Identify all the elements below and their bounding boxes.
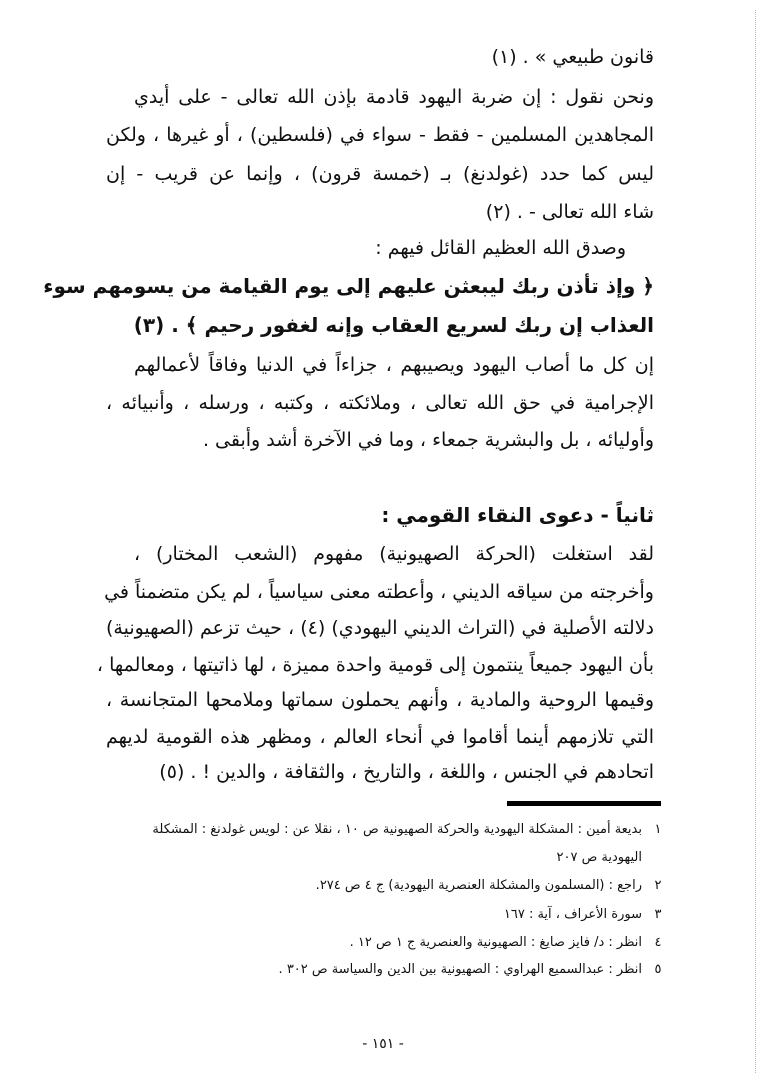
footnote-text: سورة الأعراف ، آية : ١٦٧ [503, 907, 642, 922]
footnote-separator [507, 801, 661, 806]
scan-edge [754, 10, 756, 1073]
footnote-text: انظر : عبدالسميع الهراوي : الصهيونية بين الدين والسياسة ص ٣٠٢ . [278, 962, 642, 977]
body-line: الإجرامية في حق الله تعالى ، وملائكته ، وكتبه ، ورسله ، وأنبيائه ، [106, 392, 654, 414]
footnote-number: ١ [654, 822, 662, 837]
body-line: دلالته الأصلية في (التراث الديني اليهودي) (٤) ، حيث تزعم (الصهيونية) [106, 617, 654, 639]
footnote-item [106, 818, 666, 842]
footnote-number: ٢ [654, 878, 662, 893]
footnote-item [106, 931, 666, 955]
body-line: إن كل ما أصاب اليهود ويصيبهم ، جزاءاً في الدنيا وفاقاً لأعمالهم [134, 354, 654, 376]
body-line: ونحن نقول : إن ضربة اليهود قادمة بإذن الله تعالى - على أيدي [134, 86, 654, 108]
body-line: لقد استغلت (الحركة الصهيونية) مفهوم (الشعب المختار) ، [134, 543, 654, 565]
footnote-item [102, 846, 642, 870]
footnote-text: راجع : (المسلمون والمشكلة العنصرية اليهودية) ج ٤ ص ٢٧٤. [315, 878, 642, 893]
body-line: المجاهدين المسلمين - فقط - سواء في (فلسطين) ، أو غيرها ، ولكن [106, 124, 654, 146]
footnote-text: اليهودية ص ٢٠٧ [556, 850, 642, 865]
footnote-number: ٤ [654, 935, 662, 950]
section-heading: ثانياً - دعوى النقاء القومي : [381, 503, 654, 527]
footnote-number: ٥ [654, 962, 662, 977]
footnote-item [106, 958, 666, 982]
body-line: وأخرجته من سياقه الديني ، وأعطته معنى سياسياً ، لم يكن متضمناً في [104, 581, 654, 603]
body-line: وقيمها الروحية والمادية ، وأنهم يحملون سماتها وملامحها المتجانسة ، [106, 689, 654, 711]
quran-verse-line: العذاب إن ربك لسريع العقاب وإنه لغفور رحيم ﴾ . (٣) [133, 313, 654, 337]
body-line: ليس كما حدد (غولدنغ) بـ (خمسة قرون) ، وإنما عن قريب - إن [106, 163, 654, 185]
body-line: التي تلازمهم أينما أقاموا في أنحاء العالم ، ومظهر هذه القومية لديهم [106, 726, 654, 748]
body-line: اتحادهم في الجنس ، واللغة ، والتاريخ ، والثقافة ، والدين ! . (٥) [159, 761, 654, 783]
footnote-item [106, 874, 666, 898]
body-line: قانون طبيعي » . (١) [491, 46, 654, 68]
quran-verse-line: ﴿ وإذ تأذن ربك ليبعثن عليهم إلى يوم القيامة من يسومهم سوء [43, 274, 654, 298]
body-line: وصدق الله العظيم القائل فيهم : [375, 237, 626, 259]
page-number: - ١٥١ - [362, 1036, 404, 1052]
body-line: شاء الله تعالى - . (٢) [485, 201, 654, 223]
footnote-text: انظر : د/ فايز صايغ : الصهيونية والعنصرية ج ١ ص ١٢ . [349, 935, 642, 950]
footnote-text: بديعة أمين : المشكلة اليهودية والحركة الصهيونية ص ١٠ ، نقلا عن : لويس غولدنغ : المشكلة [152, 822, 642, 837]
footnote-number: ٣ [654, 907, 662, 922]
body-line: وأوليائه ، بل والبشرية جمعاء ، وما في الآخرة أشد وأبقى . [202, 429, 654, 451]
body-line: بأن اليهود جميعاً ينتمون إلى قومية واحدة مميزة ، لها ذاتيتها ، ومعالمها ، [96, 654, 654, 676]
footnote-item [106, 903, 666, 927]
